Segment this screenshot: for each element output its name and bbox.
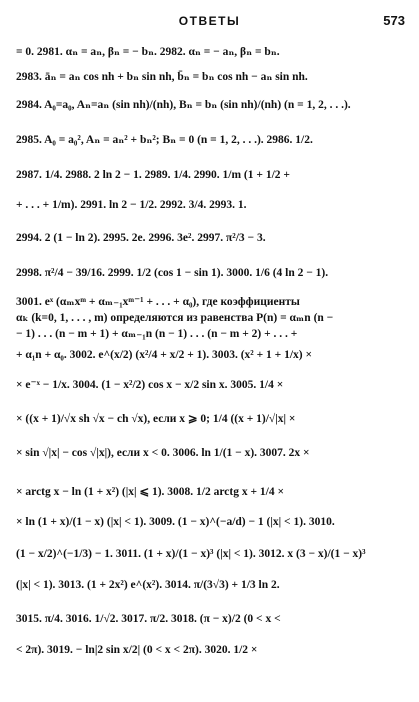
answer-line: × ((x + 1)/√x sh √x − ch √x), если x ⩾ 0; 1/4 ((x + 1)/√|x| × xyxy=(16,413,296,425)
page-number: 573 xyxy=(383,13,405,28)
page-header-title: ОТВЕТЫ xyxy=(178,14,241,28)
answer-line: (|x| < 1). 3013. (1 + 2x²) e^(x²). 3014. π/(3√3) + 1/3 ln 2. xyxy=(16,579,280,591)
answer-line: 2987. 1/4. 2988. 2 ln 2 − 1. 2989. 1/4. 2990. 1/m (1 + 1/2 + xyxy=(16,169,290,181)
answer-line: 2994. 2 (1 − ln 2). 2995. 2e. 2996. 3e². 2997. π²/3 − 3. xyxy=(16,232,266,244)
answer-line: < 2π). 3019. − ln|2 sin x/2| (0 < x < 2π). 3020. 1/2 × xyxy=(16,644,258,656)
answer-line: αₖ (k=0, 1, . . . , m) определяются из равенства P(n) = αₘn (n − xyxy=(16,312,334,324)
answer-line: × sin √|x| − cos √|x|), если x < 0. 3006. ln 1/(1 − x). 3007. 2x × xyxy=(16,447,310,459)
answer-line: 3015. π/4. 3016. 1/√2. 3017. π/2. 3018. (π − x)/2 (0 < x < xyxy=(16,613,281,625)
answer-line: + α₁n + α₀. 3002. e^(x/2) (x²/4 + x/2 + 1). 3003. (x² + 1 + 1/x) × xyxy=(16,349,313,361)
answer-line: = 0. 2981. αₙ = aₙ, βₙ = − bₙ. 2982. αₙ = − aₙ, βₙ = bₙ. xyxy=(16,46,280,58)
answer-line: 2984. A₀=a₀, Aₙ=aₙ (sin nh)/(nh), Bₙ = bₙ (sin nh)/(nh) (n = 1, 2, . . .). xyxy=(16,99,351,111)
answer-line: × arctg x − ln (1 + x²) (|x| ⩽ 1). 3008. 1/2 arctg x + 1/4 × xyxy=(16,486,284,498)
answer-line: 2985. A₀ = a₀², Aₙ = aₙ² + bₙ²; Bₙ = 0 (n = 1, 2, . . .). 2986. 1/2. xyxy=(16,134,313,146)
answer-line: × ln (1 + x)/(1 − x) (|x| < 1). 3009. (1 − x)^(−a/d) − 1 (|x| < 1). 3010. xyxy=(16,516,335,528)
answer-line: 2983. āₙ = aₙ cos nh + bₙ sin nh, b̄ₙ = bₙ cos nh − aₙ sin nh. xyxy=(16,71,308,83)
answer-line: − 1) . . . (n − m + 1) + αₘ₋₁n (n − 1) . . . (n − m + 2) + . . . + xyxy=(16,328,298,340)
answer-line: 2998. π²/4 − 39/16. 2999. 1/2 (cos 1 − sin 1). 3000. 1/6 (4 ln 2 − 1). xyxy=(16,267,329,279)
answer-line: (1 − x/2)^(−1/3) − 1. 3011. (1 + x)/(1 − x)³ (|x| < 1). 3012. x (3 − x)/(1 − x)³ xyxy=(16,548,366,560)
answer-line: × e⁻ˣ − 1/x. 3004. (1 − x²/2) cos x − x/2 sin x. 3005. 1/4 × xyxy=(16,379,284,391)
answer-line: + . . . + 1/m). 2991. ln 2 − 1/2. 2992. 3/4. 2993. 1. xyxy=(16,199,247,211)
answer-line: 3001. eˣ (αₘxᵐ + αₘ₋₁xᵐ⁻¹ + . . . + α₀), где коэффициенты xyxy=(16,296,300,308)
